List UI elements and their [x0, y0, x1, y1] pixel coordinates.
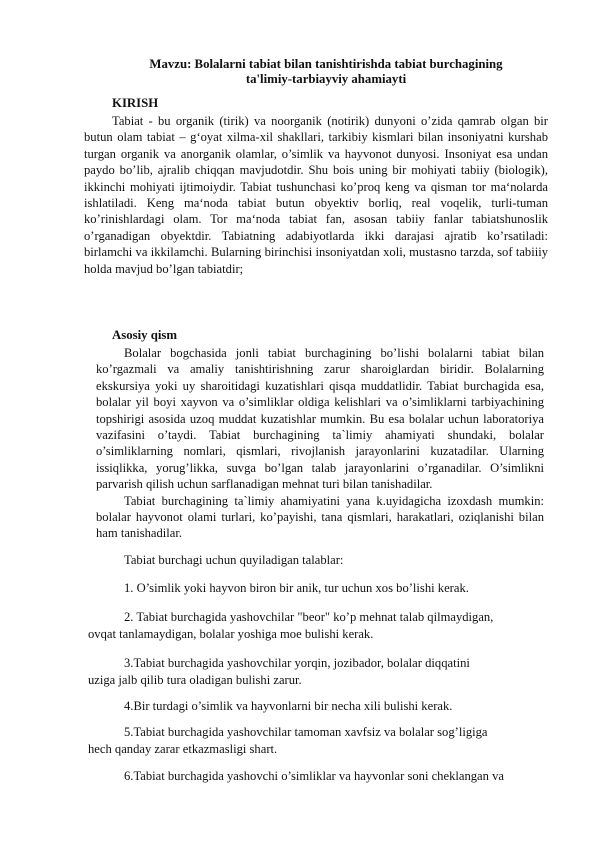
title-line-1: Mavzu: Bolalarni tabiat bilan tanishtirishda tabiat burchagining: [149, 57, 503, 71]
document-title: [96, 57, 556, 87]
list-item-5-line-1: 5.Tabiat burchagida yashovchilar tamoman xavfsiz va bolalar sog’ligiga: [124, 725, 488, 739]
list-item-2-line-2: ovqat tanlamaydigan, bolalar yoshiga moe bulishi kerak.: [88, 627, 374, 641]
list-item-3-line-1: 3.Tabiat burchagida yashovchilar yorqin, jozibador, bolalar diqqatini: [124, 656, 470, 670]
section-heading-asosiy: Asosiy qism: [112, 328, 178, 342]
list-item-5-line-2: hech qanday zarar etkazmasligi shart.: [88, 742, 278, 756]
list-item-3-line-2: uziga jalb qilib tura oladigan bulishi zarur.: [88, 673, 302, 687]
section-heading-kirish: KIRISH: [112, 96, 159, 110]
kirish-paragraph-block: [84, 113, 548, 277]
kirish-paragraph: Tabiat - bu organik (tirik) va noorganik (notirik) dunyoni o’zida qamrab olgan bir butun olam tabiat – g‘oyat xilma-xil shakllari, tarkibiy kismlari bilan insoniyatni kurshab turgan organik va anorganik olamlar, o’simlik va hayvonot dunyosi. Insoniyat esa undan paydo bo’lib, ajralib chiqqan mavjudotdir. Shu bois uning bir mohiyati tabiiy (biologik), ikkinchi mohiyati ijtimoiydir. Tabiat tushunchasi ko’proq keng va qisman tor ma‘nolarda ishlatiladi. Keng ma‘noda tabiat butun obyektiv borliq, real voqelik, turli-tuman ko’rinishlardagi olam. Tor ma‘noda tabiat fan, asosan tabiiy fanlar tabiatshunoslik o’rganadigan obyektdir. Tabiatning adabiyotlarda ikki darajasi ajratib ko’rsatiladi: birlamchi va ikkilamchi. Bularning birinchisi insoniyatdan xoli, mustasno tarzda, sof tabiiiy holda mavjud bo’lgan tabiatdir;: [84, 114, 548, 276]
asosiy-paragraph-1: Bolalar bogchasida jonli tabiat burchagining bo’lishi bolalarni tabiat bilan ko’rgazmali va amaliy tanishtirishning zarur sharoiglardan biridir. Bolalarning ekskursiya yoki uy sharoitidagi kuzatishlari qisqa muddatlidir. Tabiat burchagida esa, bolalar yil boyi xayvon va o’simliklar oldiga kelishlari va o’simliklarni tarbiyachining topshirigi asosida uzoq muddat kuzatishlar mumkin. Bu esa bolalar uchun laboratoriya vazifasini o’taydi. Tabiat burchagining ta`limiy ahamiyati shundaki, bolalar o’simliklarning nomlari, qismlari, rivojlanish jarayonlarini kuzatadilar. Ularning issiqlikka, yorug’likka, suvga bo’lgan talab jarayonlarini o’rganadilar. O’simlikni parvarish qilish uchun sarflanadigan mehnat turi bilan tanishadilar.: [96, 346, 544, 492]
list-item-2-line-1: 2. Tabiat burchagida yashovchilar "beor" ko’p mehnat talab qilmaydigan,: [124, 610, 494, 624]
list-item-4: 4.Bir turdagi o’simlik va hayvonlarni bir necha xili bulishi kerak.: [124, 699, 453, 713]
list-item-6: 6.Tabiat burchagida yashovchi o’simliklar va hayvonlar soni cheklangan va: [124, 769, 504, 783]
list-item-1: 1. O’simlik yoki hayvon biron bir anik, tur uchun xos bo’lishi kerak.: [124, 581, 469, 595]
requirements-intro: Tabiat burchagi uchun quyiladigan talablar:: [124, 553, 344, 567]
asosiy-paragraph-2: Tabiat burchagining ta`limiy ahamiyatini yana k.uyidagicha izoxdash mumkin: bolalar hayvonot olami turlari, ko’payishi, tana qismlari, harakatlari, oziqlanishi bilan ham tanishadilar.: [96, 493, 544, 541]
title-line-2: ta'limiy-tarbiayviy ahamiayti: [245, 72, 407, 86]
asosiy-paragraph-block: [96, 345, 544, 542]
